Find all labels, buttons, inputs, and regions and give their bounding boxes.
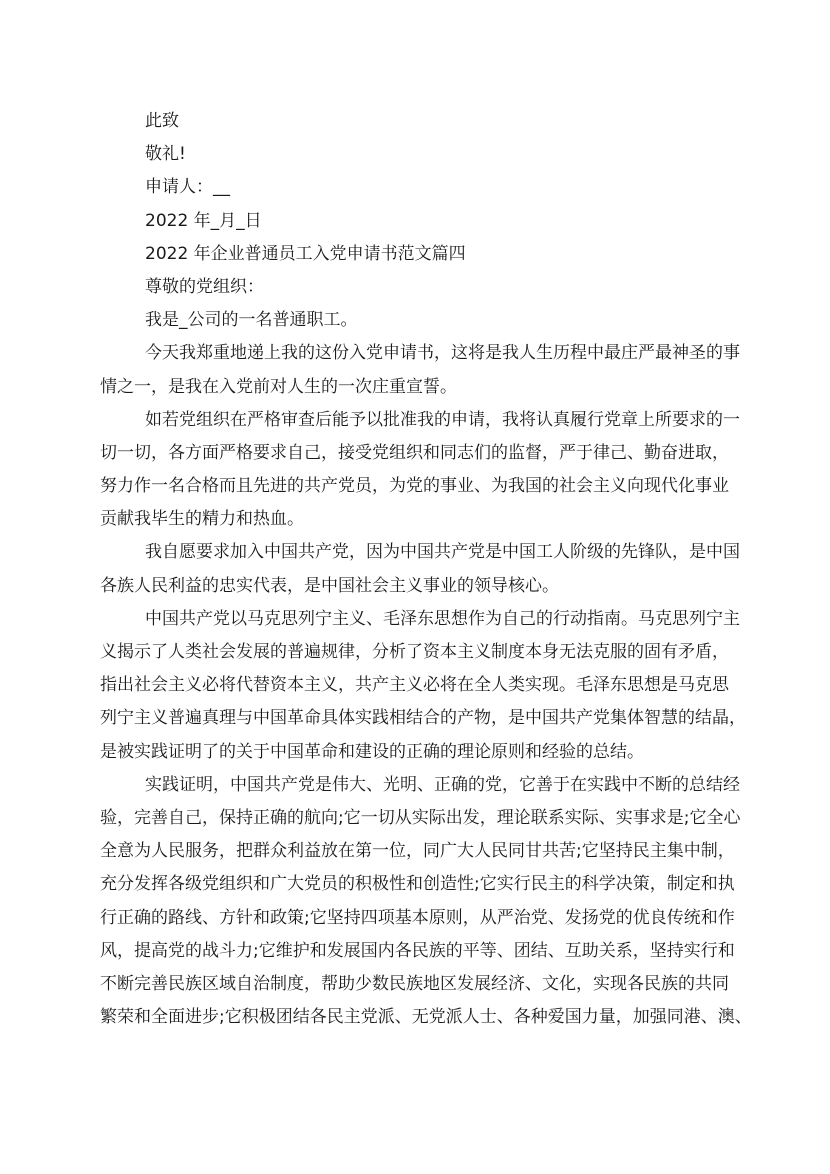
- paragraph-line: 是被实践证明了的关于中国革命和建设的正确的理论原则和经验的总结。: [100, 741, 644, 762]
- closing-respect: 敬礼!: [145, 144, 186, 165]
- paragraph-line: 努力作一名合格而且先进的共产党员，为党的事业、为我国的社会主义向现代化事业: [100, 476, 729, 497]
- paragraph-line: 中国共产党以马克思列宁主义、毛泽东思想作为自己的行动指南。马克思列宁主: [145, 608, 740, 629]
- paragraph-line: 我是_公司的一名普通职工。: [145, 310, 358, 331]
- paragraph-line: 实践证明，中国共产党是伟大、光明、正确的党，它善于在实践中不断的总结经: [145, 774, 740, 795]
- paragraph-line: 今天我郑重地递上我的这份入党申请书，这将是我人生历程中最庄严最神圣的事: [145, 343, 740, 364]
- closing-salute: 此致: [145, 111, 179, 131]
- paragraph-line: 贡献我毕生的精力和热血。: [100, 509, 304, 530]
- paragraph: [100, 337, 742, 403]
- paragraph-line: 全意为人民服务，把群众利益放在第一位，同广大人民同甘共苦;它坚持民主集中制，: [100, 841, 735, 862]
- date-line: 2022 年_月_日: [145, 210, 262, 231]
- greeting: 尊敬的党组织：: [145, 276, 264, 297]
- paragraph-line: 不断完善民族区域自治制度，帮助少数民族地区发展经济、文化，实现各民族的共同: [100, 973, 729, 994]
- paragraph-line: 情之一，是我在入党前对人生的一次庄重宣誓。: [100, 376, 457, 397]
- paragraph-line: 如若党组织在严格审查后能予以批准我的申请，我将认真履行党章上所要求的一: [145, 409, 740, 430]
- paragraph-line: 义揭示了人类社会发展的普遍规律，分析了资本主义制度本身无法克服的固有矛盾，: [100, 642, 729, 662]
- paragraph-line: 列宁主义普遍真理与中国革命具体实践相结合的产物，是中国共产党集体智慧的结晶，: [100, 708, 746, 729]
- paragraph: [100, 536, 742, 602]
- paragraph-line: 验，完善自己，保持正确的航向;它一切从实际出发，理论联系实际、实事求是;它全心: [100, 807, 741, 828]
- paragraph-line: 各族人民利益的忠实代表，是中国社会主义事业的领导核心。: [100, 575, 559, 596]
- paragraph: [100, 603, 746, 769]
- paragraph: [100, 769, 752, 1035]
- paragraph: [100, 304, 742, 337]
- paragraph-line: 繁荣和全面进步;它积极团结各民主党派、无党派人士、各种爱国力量，加强同港、澳、: [100, 1007, 752, 1028]
- paragraph: [100, 404, 742, 537]
- paragraph-line: 风，提高党的战斗力;它维护和发展国内各民族的平等、团结、互助关系，坚持实行和: [100, 940, 735, 961]
- document-body: [100, 105, 752, 1034]
- paragraph-line: 我自愿要求加入中国共产党，因为中国共产党是中国工人阶级的先锋队，是中国: [145, 542, 740, 563]
- section-title: 2022 年企业普通员工入党申请书范文篇四: [145, 243, 466, 264]
- applicant-line: 申请人：__: [145, 177, 230, 198]
- paragraphs: [100, 304, 752, 1034]
- paragraph-line: 指出社会主义必将代替资本主义，共产主义必将在全人类实现。毛泽东思想是马克思: [100, 675, 729, 696]
- paragraph-line: 切一切，各方面严格要求自己，接受党组织和同志们的监督，严于律己、勤奋进取，: [100, 442, 729, 463]
- paragraph-line: 行正确的路线、方针和政策;它坚持四项基本原则，从严治党、发扬党的优良传统和作: [100, 907, 735, 928]
- paragraph-line: 充分发挥各级党组织和广大党员的积极性和创造性;它实行民主的科学决策，制定和执: [100, 874, 735, 895]
